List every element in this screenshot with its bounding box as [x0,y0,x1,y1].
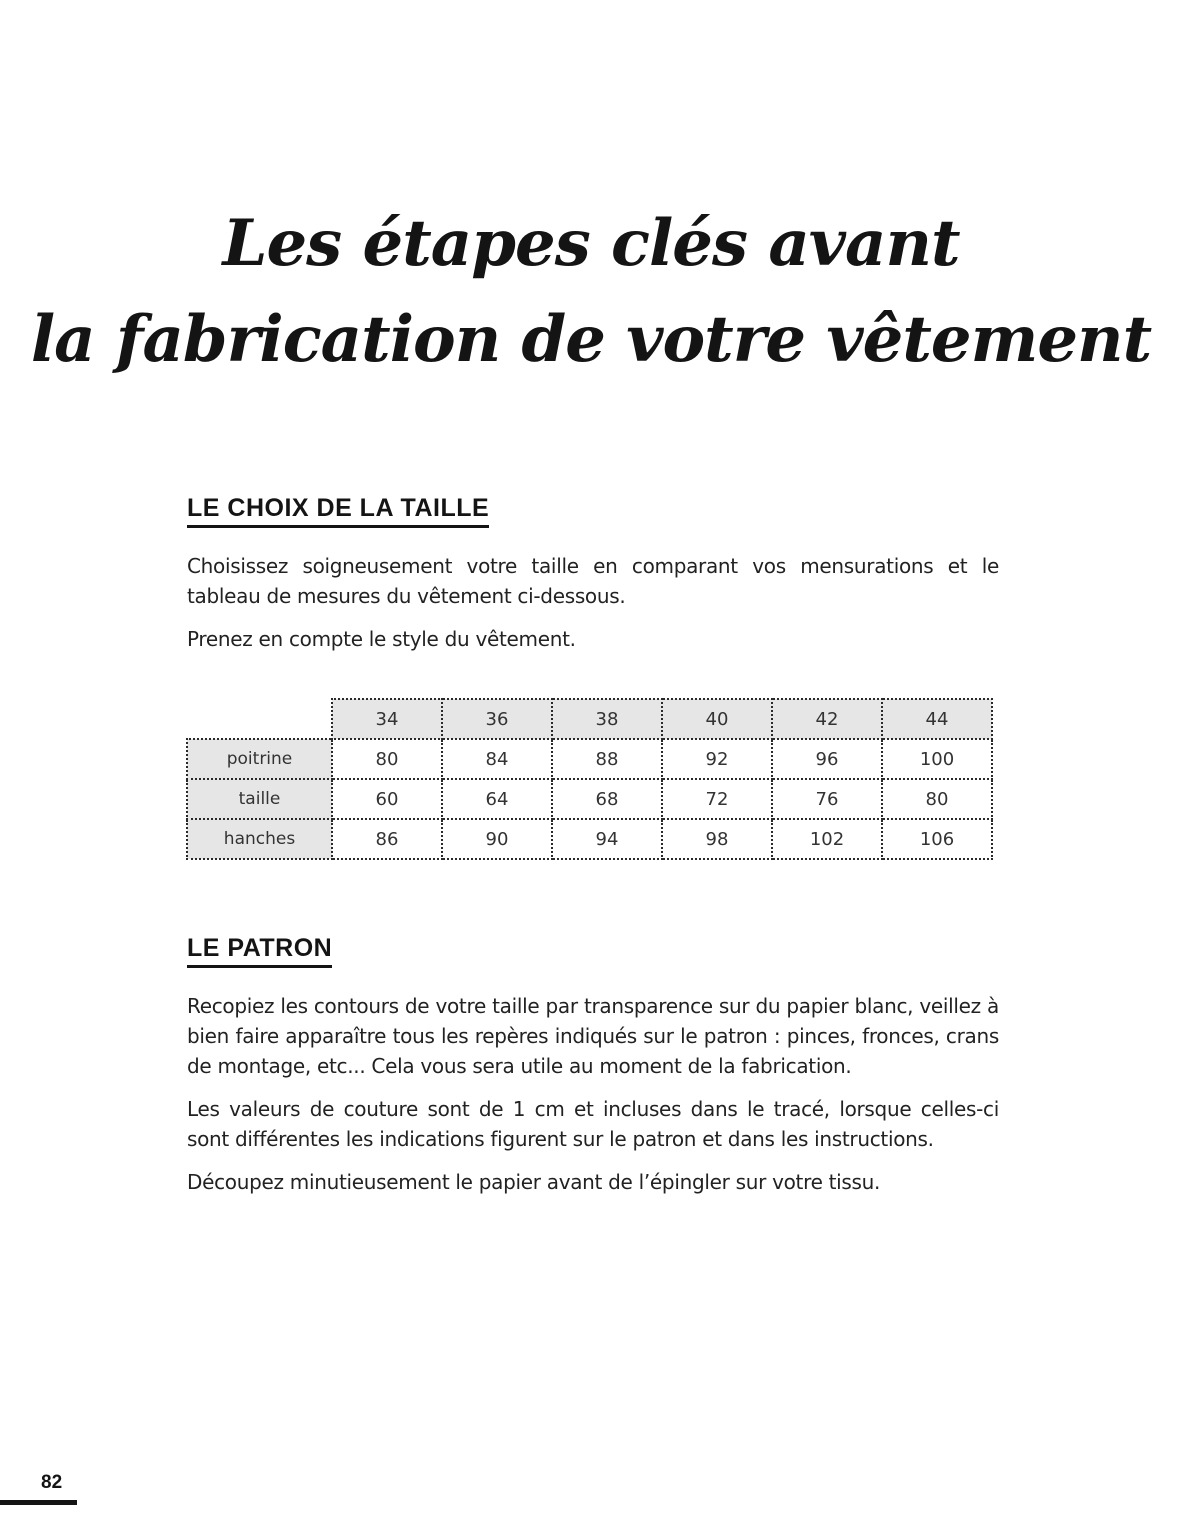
page-number: 82 [41,1472,63,1493]
size-header-cell: 34 [332,699,442,739]
size-header-cell: 42 [772,699,882,739]
table-cell: 100 [882,739,992,779]
section-heading-size-choice: LE CHOIX DE LA TAILLE [187,494,489,528]
paragraph-pattern-3: Découpez minutieusement le papier avant de l’épingler sur votre tissu. [187,1170,881,1194]
table-cell: 80 [332,739,442,779]
page-title [0,196,1182,388]
paragraph-pattern-2: Les valeurs de couture sont de 1 cm et incluses dans le tracé, lorsque celles-ci sont différentes les indications figurent sur le patron et dans les instructions. [187,1097,999,1151]
size-header-cell: 40 [662,699,772,739]
page-title-line-1: Les étapes clés avant [222,206,960,281]
table-cell: 88 [552,739,662,779]
size-header-cell: 36 [442,699,552,739]
page-title-line-2: la fabrication de votre vêtement [30,302,1152,377]
table-cell: 60 [332,779,442,819]
row-label-cell: taille [187,779,332,819]
table-cell: 68 [552,779,662,819]
size-header-cell: 44 [882,699,992,739]
table-cell: 92 [662,739,772,779]
paragraph-pattern-1: Recopiez les contours de votre taille par transparence sur du papier blanc, veillez à bien faire apparaître tous les repères indiqués sur le patron : pinces, fronces, crans de montage, etc... Cela vous sera utile au moment de la fabrication. [187,994,999,1078]
size-header-cell: 38 [552,699,662,739]
table-row [187,739,992,779]
table-cell: 102 [772,819,882,859]
table-cell: 84 [442,739,552,779]
row-label-cell: hanches [187,819,332,859]
table-cell: 94 [552,819,662,859]
table-header-row [187,699,992,739]
page-number-rule [0,1500,77,1505]
paragraph-size-choice-2: Prenez en compte le style du vêtement. [187,627,576,651]
row-label-cell: poitrine [187,739,332,779]
table-row [187,779,992,819]
table-cell: 106 [882,819,992,859]
table-cell: 86 [332,819,442,859]
table-cell: 64 [442,779,552,819]
table-cell: 76 [772,779,882,819]
table-cell: 90 [442,819,552,859]
table-cell: 80 [882,779,992,819]
table-cell: 72 [662,779,772,819]
table-cell: 96 [772,739,882,779]
paragraph-size-choice-1: Choisissez soigneusement votre taille en comparant vos mensurations et le tableau de mesures du vêtement ci-dessous. [187,554,999,608]
size-measurements-table [186,698,993,860]
table-corner-cell [187,699,332,739]
table-cell: 98 [662,819,772,859]
section-heading-pattern: LE PATRON [187,934,332,968]
table-row [187,819,992,859]
